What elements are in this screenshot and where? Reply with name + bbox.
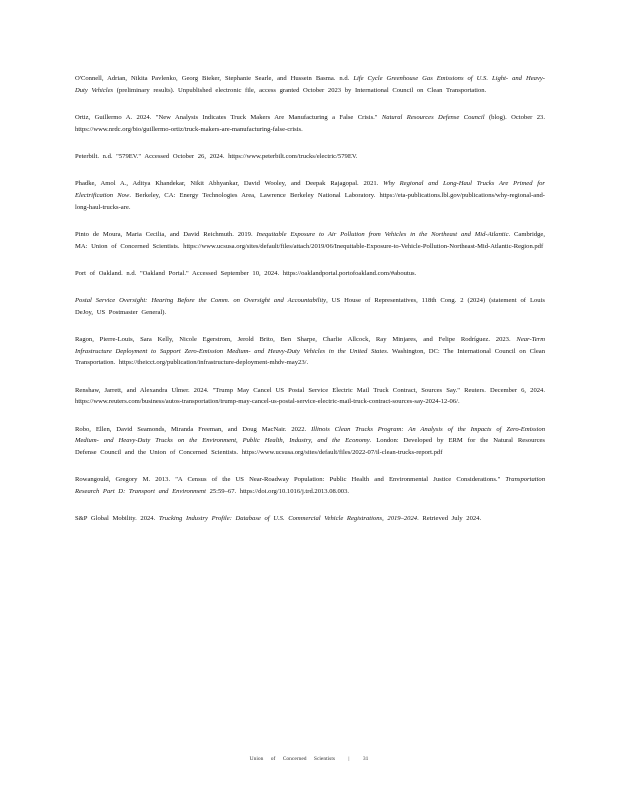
reference-entry	[75, 295, 545, 318]
reference-title: Trucking Industry Profile: Database of U.S. Commercial Vehicle Registrations, 2019–2024	[158, 515, 418, 523]
reference-text: O'Connell, Adrian, Nikita Pavlenko, Georg Bieker, Stephanie Searle, and Hussein Basma. n.d.	[75, 75, 354, 82]
reference-entry	[75, 385, 545, 408]
reference-text: . Washington, DC: The International Council on Clean Transportation. https://theicct.org/publication/infrastructure-deployment-mhdv-may23/.	[75, 347, 545, 367]
footer-organization: Union of Concerned Scientists	[249, 756, 335, 762]
reference-entry	[75, 151, 545, 163]
page-number: 31	[362, 756, 369, 762]
reference-list	[75, 73, 545, 541]
reference-entry	[75, 229, 545, 252]
reference-text: Rowangould, Gregory M. 2013. "A Census of the US Near-Roadway Population: Public Health and Environmental Justice Considerations."	[75, 476, 506, 484]
reference-text: (blog). October 23. https://www.nrdc.org/bio/guillermo-ortiz/truck-makers-are-manufacturing-false-crisis.	[75, 113, 546, 133]
reference-text: . Retrieved July 2024.	[417, 515, 482, 523]
reference-text: . Cambridge, MA: Union of Concerned Scientists. https://www.ucsusa.org/sites/default/files/attach/2019/06/Inequitable-Exposure-to-Vehicle-Pollution-Northeast-Mid-Atlantic-Region.pdf	[75, 230, 545, 250]
reference-title: Life Cycle Greenhouse Gas Emissions of U.S. Light- and Heavy-Duty Vehicles	[75, 75, 545, 94]
reference-text: Peterbilt. n.d. "579EV." Accessed October 26, 2024. https://www.peterbilt.com/trucks/electric/579EV.	[75, 152, 358, 160]
reference-title: Illinois Clean Trucks Program: An Analysis of the Impacts of Zero-Emission Medium- and Heavy-Duty Trucks on the Environment, Public Health, Industry, and the Economy	[75, 425, 545, 445]
reference-entry	[75, 334, 545, 369]
reference-entry	[75, 73, 545, 96]
reference-title: Postal Service Oversight: Hearing Before the Comm. on Oversight and Accountability	[75, 297, 327, 305]
reference-title: Inequitable Exposure to Air Pollution from Vehicles in the Northeast and Mid-Atlantic	[256, 230, 509, 238]
reference-title: Natural Resources Defense Council	[381, 113, 485, 121]
reference-text: Pinto de Moura, Maria Cecilia, and David Reichmuth. 2019.	[75, 230, 257, 238]
reference-text: Robo, Ellen, David Seamonds, Miranda Freeman, and Doug MacNair. 2022.	[75, 425, 312, 433]
reference-title: Near-Term Infrastructure Deployment to Support Zero-Emission Medium- and Heavy-Duty Vehicles in the United States	[75, 336, 545, 355]
reference-text: S&P Global Mobility. 2024.	[75, 515, 159, 523]
reference-text: Port of Oakland. n.d. "Oakland Portal." Accessed September 10, 2024. https://oaklandportal.portofoakland.com/#aboutus.	[75, 269, 417, 277]
reference-text: 25:59–67. https://doi.org/10.1016/j.trd.2013.08.003.	[205, 488, 350, 496]
reference-entry	[75, 112, 545, 135]
reference-text: Renshaw, Jarrett, and Alexandra Ulmer. 2024. "Trump May Cancel US Postal Service Electric Mail Truck Contract, Sources Say." Reuters. December 6, 2024. https://www.reuters.com/business/autos-transportation/trump-may-cancel-us-postal-service-electric-mail-truck-contract-sources-say-2024-12-06/.	[75, 386, 545, 406]
page-footer	[0, 756, 618, 762]
reference-entry	[75, 424, 545, 459]
footer-separator: |	[348, 756, 350, 762]
reference-text: . Berkeley, CA: Energy Technologies Area, Lawrence Berkeley National Laboratory. https://eta-publications.lbl.gov/publications/why-regional-and-long-haul-trucks-are.	[75, 191, 545, 211]
reference-entry	[75, 268, 545, 280]
reference-entry	[75, 513, 545, 525]
reference-text: , US House of Representatives, 118th Cong. 2 (2024) (statement of Louis DeJoy, US Postmaster General).	[75, 297, 545, 316]
reference-title: Why Regional and Long-Haul Trucks Are Primed for Electrification Now	[75, 180, 545, 199]
reference-text: . London: Developed by ERM for the Natural Resources Defense Council and the Union of Concerned Scientists. https://www.ucsusa.org/sites/default/files/2022-07/il-clean-trucks-report.pdf	[75, 437, 545, 457]
reference-title: Transportation Research Part D: Transport and Environment	[75, 476, 545, 496]
reference-text: (preliminary results). Unpublished electronic file, access granted October 2023 by International Council on Clean Transportation.	[113, 86, 487, 94]
reference-text: Ragon, Pierre-Louis, Sara Kelly, Nicole Egerstrom, Jerold Brito, Ben Sharpe, Charlie Allcock, Ray Minjares, and Felipe Rodríguez. 2023.	[75, 336, 517, 344]
reference-entry	[75, 178, 545, 213]
reference-entry	[75, 474, 545, 497]
reference-text: Phadke, Amol A., Aditya Khandekar, Nikit Abhyankar, David Wooley, and Deepak Rajagopal. 2021.	[75, 180, 384, 188]
reference-text: Ortiz, Guillermo A. 2024. "New Analysis Indicates Truck Makers Are Manufacturing a False Crisis."	[75, 113, 382, 121]
